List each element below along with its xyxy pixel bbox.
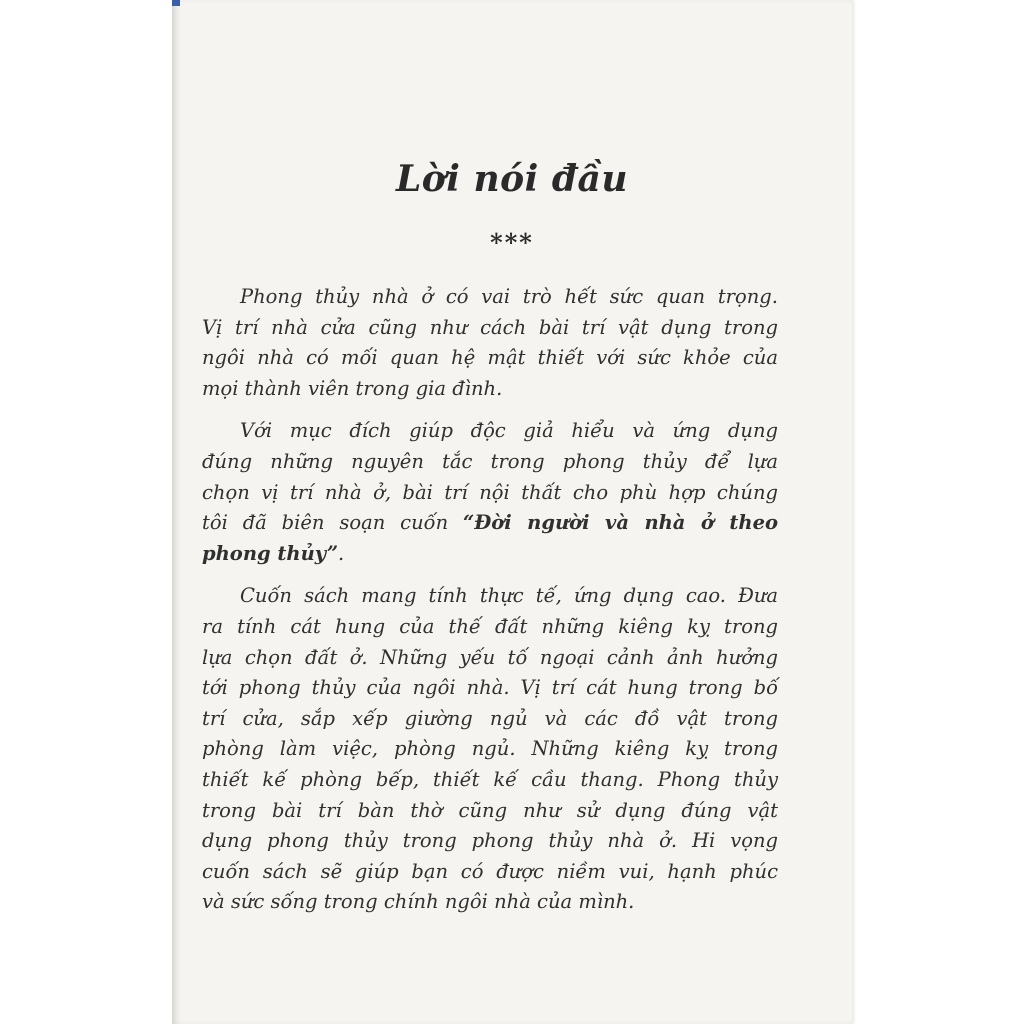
text-line: ngôi nhà có mối quan hệ mật thiết với sức khỏe của	[202, 346, 778, 370]
text-line: Phong thủy nhà ở có vai trò hết sức quan trọng.	[240, 285, 778, 308]
text-line: Vị trí nhà cửa cũng như cách bài trí vật dụng trong	[202, 315, 778, 339]
text-line: Cuốn sách mang tính thực tế, ứng dụng cao. Đưa	[240, 584, 778, 608]
text-line: tới phong thủy của ngôi nhà. Vị trí cát hung trong bố	[202, 676, 778, 700]
text-line: Với mục đích giúp độc giả hiểu và ứng dụng	[240, 419, 778, 443]
text-line: dụng phong thủy trong phong thủy nhà ở. Hi vọng	[202, 829, 778, 853]
paragraph-2	[202, 416, 778, 569]
text-line: ra tính cát hung của thế đất những kiêng kỵ trong	[202, 614, 778, 638]
preface-body	[202, 282, 778, 930]
book-title-quote: phong thủy”	[202, 541, 339, 565]
text-line: tôi đã biên soạn cuốn “Đời người và nhà ở theo	[202, 511, 778, 535]
text-line: trong bài trí bàn thờ cũng như sử dụng đúng vật	[202, 798, 778, 822]
text-line: phong thủy”.	[202, 541, 345, 565]
text-line: cuốn sách sẽ giúp bạn có được niềm vui, hạnh phúc	[202, 859, 778, 883]
book-page	[172, 0, 852, 1024]
text-line: đúng những nguyên tắc trong phong thủy để lựa	[202, 449, 778, 473]
text-line: trí cửa, sắp xếp giường ngủ và các đồ vật trong	[202, 706, 778, 730]
text-line: chọn vị trí nhà ở, bài trí nội thất cho phù hợp chúng	[202, 480, 778, 504]
page-edge	[172, 0, 180, 6]
text-line: và sức sống trong chính ngôi nhà của mình.	[202, 890, 635, 914]
book-title-quote: “Đời người và nhà ở theo	[463, 511, 778, 535]
text-line: lựa chọn đất ở. Những yếu tố ngoại cảnh ảnh hưởng	[202, 645, 778, 669]
title-ornament: ***	[490, 228, 534, 257]
paragraph-3	[202, 581, 778, 918]
text-line: thiết kế phòng bếp, thiết kế cầu thang. Phong thủy	[202, 767, 778, 791]
paragraph-1	[202, 282, 778, 404]
text-line: phòng làm việc, phòng ngủ. Những kiêng kỵ trong	[202, 737, 778, 761]
text-line: mọi thành viên trong gia đình.	[202, 376, 503, 400]
page-title: Lời nói đầu	[395, 158, 629, 200]
